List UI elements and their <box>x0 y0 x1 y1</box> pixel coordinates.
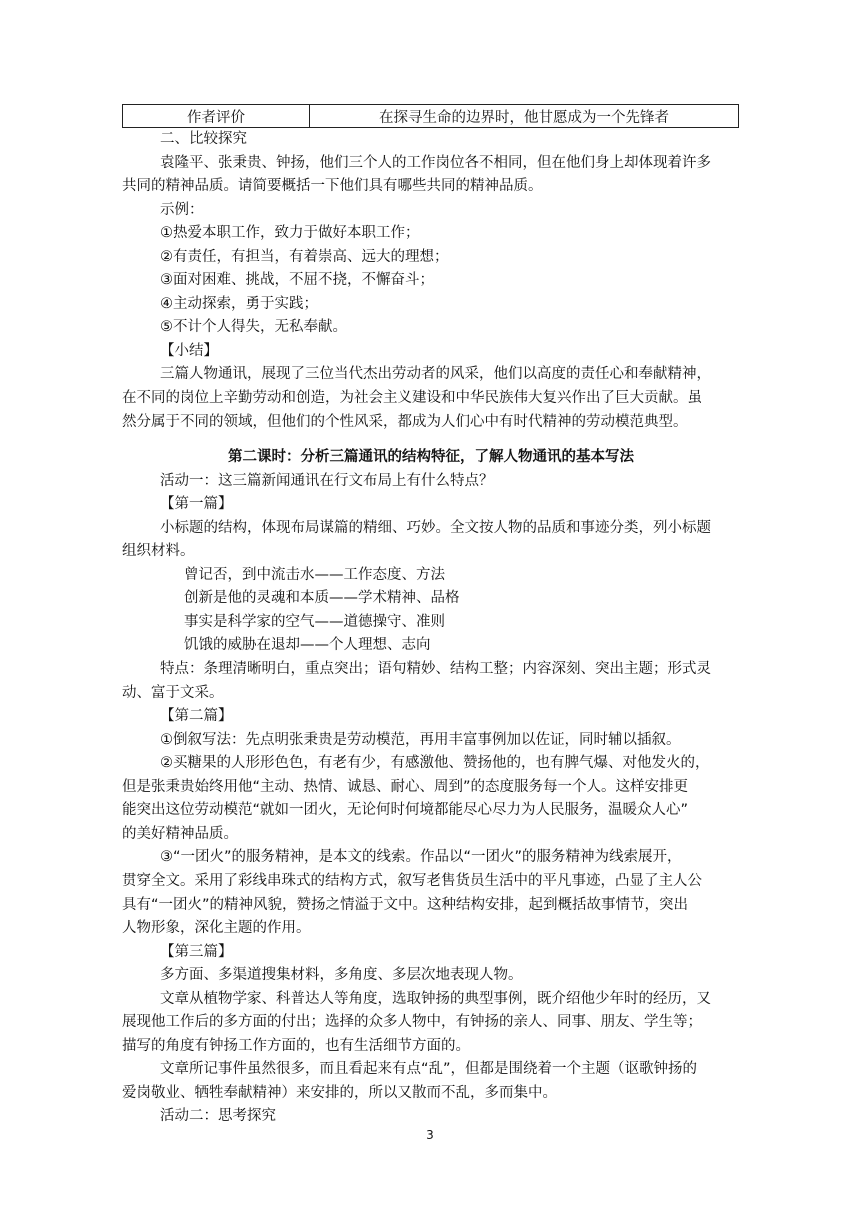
paragraph-line: 的美好精神品质。 <box>122 825 238 842</box>
question-line: 袁隆平、张秉贵、钟扬，他们三个人的工作岗位各不相同，但在他们身上却体现着许多 <box>160 154 711 171</box>
paragraph-line: 爱岗敬业、牺牲奉献精神）来安排的，所以又散而不乱，多而集中。 <box>122 1084 557 1101</box>
paragraph-line: 贯穿全文。采用了彩线串珠式的结构方式，叙写老售货员生活中的平凡事迹，凸显了主人公 <box>122 872 702 889</box>
subtitle-item: 事实是科学家的空气——道德操守、准则 <box>184 613 445 630</box>
paragraph-line: 但是张秉贵始终用他“主动、热情、诚恳、耐心、周到”的态度服务每一个人。这样安排更 <box>122 778 689 795</box>
table-cell-value: 在探寻生命的边界时，他甘愿成为一个先锋者 <box>310 105 739 128</box>
example-label: 示例： <box>160 201 204 218</box>
activity-one: 活动一：这三篇新闻通讯在行文布局上有什么特点？ <box>160 472 494 489</box>
paragraph-line: ③“一团火”的服务精神，是本文的线索。作品以“一团火”的服务精神为线索展开， <box>160 849 682 866</box>
paragraph-line: 组织材料。 <box>122 543 195 560</box>
example-item: ④主动探索，勇于实践； <box>160 295 318 312</box>
paragraph-line: 具有“一团火”的精神风貌，赞扬之情溢于文中。这种结构安排，起到概括故事情节，突出 <box>122 896 689 913</box>
summary-label: 【小结】 <box>160 342 218 359</box>
evaluation-table <box>122 104 739 128</box>
example-item: ②有责任，有担当，有着崇高、远大的理想； <box>160 248 449 265</box>
paragraph-line: 文章所记事件虽然很多，而且看起来有点“乱”，但都是围绕着一个主题（讴歌钟扬的 <box>160 1061 698 1078</box>
question-line: 共同的精神品质。请简要概括一下他们具有哪些共同的精神品质。 <box>122 178 543 195</box>
paragraph-line: 多方面、多渠道搜集材料，多角度、多层次地表现人物。 <box>160 967 523 984</box>
features-line: 动、富于文采。 <box>122 684 224 701</box>
summary-line: 然分属于不同的领域，但他们的个性风采，都成为人们心中有时代精神的劳动模范典型。 <box>122 413 688 430</box>
example-item: ③面对困难、挑战，不屈不挠，不懈奋斗； <box>160 272 434 289</box>
example-item: ⑤不计个人得失，无私奉献。 <box>160 319 347 336</box>
part-three-label: 【第三篇】 <box>160 943 233 960</box>
lesson-heading: 第二课时：分析三篇通讯的结构特征，了解人物通讯的基本写法 <box>228 449 634 466</box>
activity-two: 活动二：思考探究 <box>160 1108 276 1125</box>
example-item: ①热爱本职工作，致力于做好本职工作； <box>160 225 420 242</box>
subtitle-item: 曾记否，到中流击水——工作态度、方法 <box>184 566 445 583</box>
summary-line: 三篇人物通讯，展现了三位当代杰出劳动者的风采，他们以高度的责任心和奉献精神， <box>160 366 711 383</box>
paragraph-line: 小标题的结构，体现布局谋篇的精细、巧妙。全文按人物的品质和事迹分类，列小标题 <box>160 519 711 536</box>
part-one-label: 【第一篇】 <box>160 496 233 513</box>
subtitle-item: 饥饿的威胁在退却——个人理想、志向 <box>184 637 431 654</box>
paragraph-line: ①倒叙写法：先点明张秉贵是劳动模范，再用丰富事例加以佐证，同时辅以插叙。 <box>160 731 681 748</box>
subtitle-item: 创新是他的灵魂和本质——学术精神、品格 <box>184 590 460 607</box>
paragraph-line: ②买糖果的人形形色色，有老有少，有感激他、赞扬他的，也有脾气爆、对他发火的， <box>160 755 710 772</box>
paragraph-line: 能突出这位劳动模范“就如一团火，无论何时何境都能尽心尽力为人民服务，温暖众人心” <box>122 802 689 819</box>
summary-line: 在不同的岗位上辛勤劳动和创造，为社会主义建设和中华民族伟大复兴作出了巨大贡献。虽 <box>122 390 702 407</box>
part-two-label: 【第二篇】 <box>160 708 233 725</box>
paragraph-line: 描写的角度有钟扬工作方面的，也有生活细节方面的。 <box>122 1037 470 1054</box>
features-line: 特点：条理清晰明白，重点突出；语句精妙、结构工整；内容深刻、突出主题；形式灵 <box>160 661 711 678</box>
paragraph-line: 展现他工作后的多方面的付出；选择的众多人物中，有钟扬的亲人、同事、朋友、学生等； <box>122 1014 702 1031</box>
table-row <box>123 105 739 128</box>
paragraph-line: 人物形象，深化主题的作用。 <box>122 920 311 937</box>
section-title: 二、比较探究 <box>160 131 247 147</box>
page-number: 3 <box>426 1128 434 1142</box>
table-cell-label: 作者评价 <box>123 105 310 128</box>
paragraph-line: 文章从植物学家、科普达人等角度，选取钟扬的典型事例，既介绍他少年时的经历，又 <box>160 990 711 1007</box>
main-content <box>122 128 740 1129</box>
